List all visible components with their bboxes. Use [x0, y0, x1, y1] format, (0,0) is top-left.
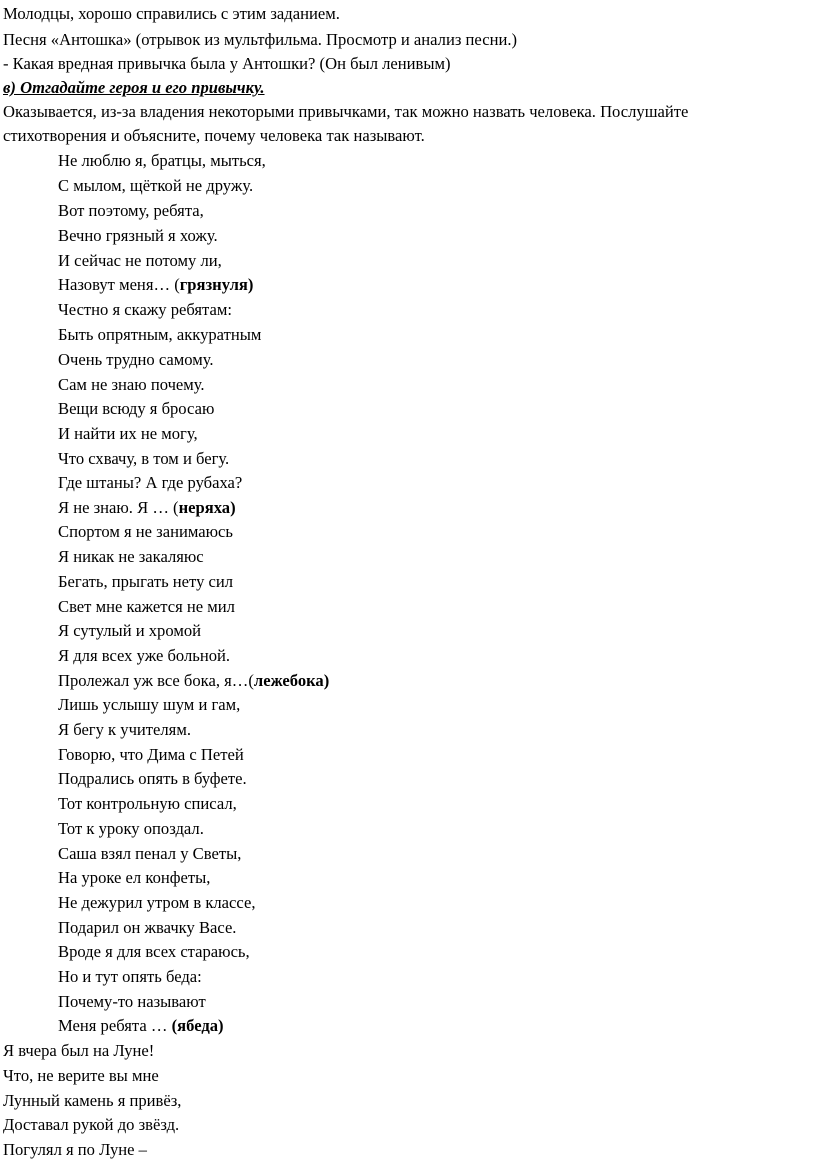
poem-line: Не люблю я, братцы, мыться,: [58, 151, 266, 170]
poem-line: Лунный камень я привёз,: [3, 1091, 182, 1110]
poem-line: Быть опрятным, аккуратным: [58, 325, 262, 344]
poem-line: Очень трудно самому.: [58, 350, 214, 369]
poem-line: Вечно грязный я хожу.: [58, 226, 218, 245]
poem-line: Спортом я не занимаюсь: [58, 522, 233, 541]
poem-line: Тот контрольную списал,: [58, 794, 237, 813]
poem-line: Я для всех уже больной.: [58, 646, 231, 665]
poem-line: Честно я скажу ребятам:: [58, 300, 232, 319]
poem-line: И сейчас не потому ли,: [58, 251, 222, 270]
poem-line: Подарил он жвачку Васе.: [58, 918, 237, 937]
poem-answer-line: [58, 497, 236, 521]
poem-line-text: Пролежал уж все бока, я…(: [58, 671, 254, 690]
poem-line: Почему-то называют: [58, 992, 206, 1011]
poem-line: На уроке ел конфеты,: [58, 868, 211, 887]
poem-line: Свет мне кажется не мил: [58, 597, 235, 616]
poem-answer-line: [58, 670, 329, 694]
section-heading: в) Отгадайте героя и его привычку.: [3, 78, 265, 97]
poem-line: Погулял я по Луне –: [3, 1140, 147, 1159]
answer-word: (ябеда): [171, 1016, 224, 1035]
answer-word: неряха): [178, 498, 236, 517]
poem-line: Где штаны? А где рубаха?: [58, 473, 243, 492]
poem-line: Саша взял пенал у Светы,: [58, 844, 242, 863]
poem-line: Сам не знаю почему.: [58, 375, 205, 394]
poem-answer-line: [58, 1015, 224, 1039]
poem-line: Бегать, прыгать нету сил: [58, 572, 234, 591]
poem-line-text: Я не знаю. Я … (: [58, 498, 179, 517]
poem-line: С мылом, щёткой не дружу.: [58, 176, 254, 195]
task-line-2: стихотворения и объясните, почему человека так называют.: [3, 126, 425, 145]
intro-line-2: Песня «Антошка» (отрывок из мультфильма. Просмотр и анализ песни.): [3, 30, 518, 49]
intro-line-1: Молодцы, хорошо справились с этим заданием.: [3, 4, 340, 23]
answer-word: грязнуля): [179, 275, 254, 294]
poem-line: Подрались опять в буфете.: [58, 769, 247, 788]
poem-line: Не дежурил утром в классе,: [58, 893, 256, 912]
intro-line-3: - Какая вредная привычка была у Антошки? (Он был ленивым): [3, 54, 451, 73]
answer-word: лежебока): [253, 671, 330, 690]
poem-answer-line: [58, 274, 253, 298]
poem-line: Тот к уроку опоздал.: [58, 819, 204, 838]
poem-line: Вещи всюду я бросаю: [58, 399, 215, 418]
poem-line-text: Назовут меня… (: [58, 275, 180, 294]
poem-line: Я никак не закаляюс: [58, 547, 204, 566]
poem-line: Но и тут опять беда:: [58, 967, 202, 986]
poem-line: Я бегу к учителям.: [58, 720, 191, 739]
poem-line-text: Меня ребята …: [58, 1016, 172, 1035]
poem-line: Говорю, что Дима с Петей: [58, 745, 244, 764]
poem-line: Что, не верите вы мне: [3, 1066, 159, 1085]
task-line-1: Оказывается, из-за владения некоторыми привычками, так можно назвать человека. Послушайте: [3, 102, 689, 121]
poem-line: Я сутулый и хромой: [58, 621, 201, 640]
poem-line: Вроде я для всех стараюсь,: [58, 942, 250, 961]
poem-line: Доставал рукой до звёзд.: [3, 1115, 180, 1134]
poem-line: Вот поэтому, ребята,: [58, 201, 204, 220]
poem-line: И найти их не могу,: [58, 424, 198, 443]
poem-line: Лишь услышу шум и гам,: [58, 695, 241, 714]
poem-line: Что схвачу, в том и бегу.: [58, 449, 230, 468]
poem-line: Я вчера был на Луне!: [3, 1041, 155, 1060]
